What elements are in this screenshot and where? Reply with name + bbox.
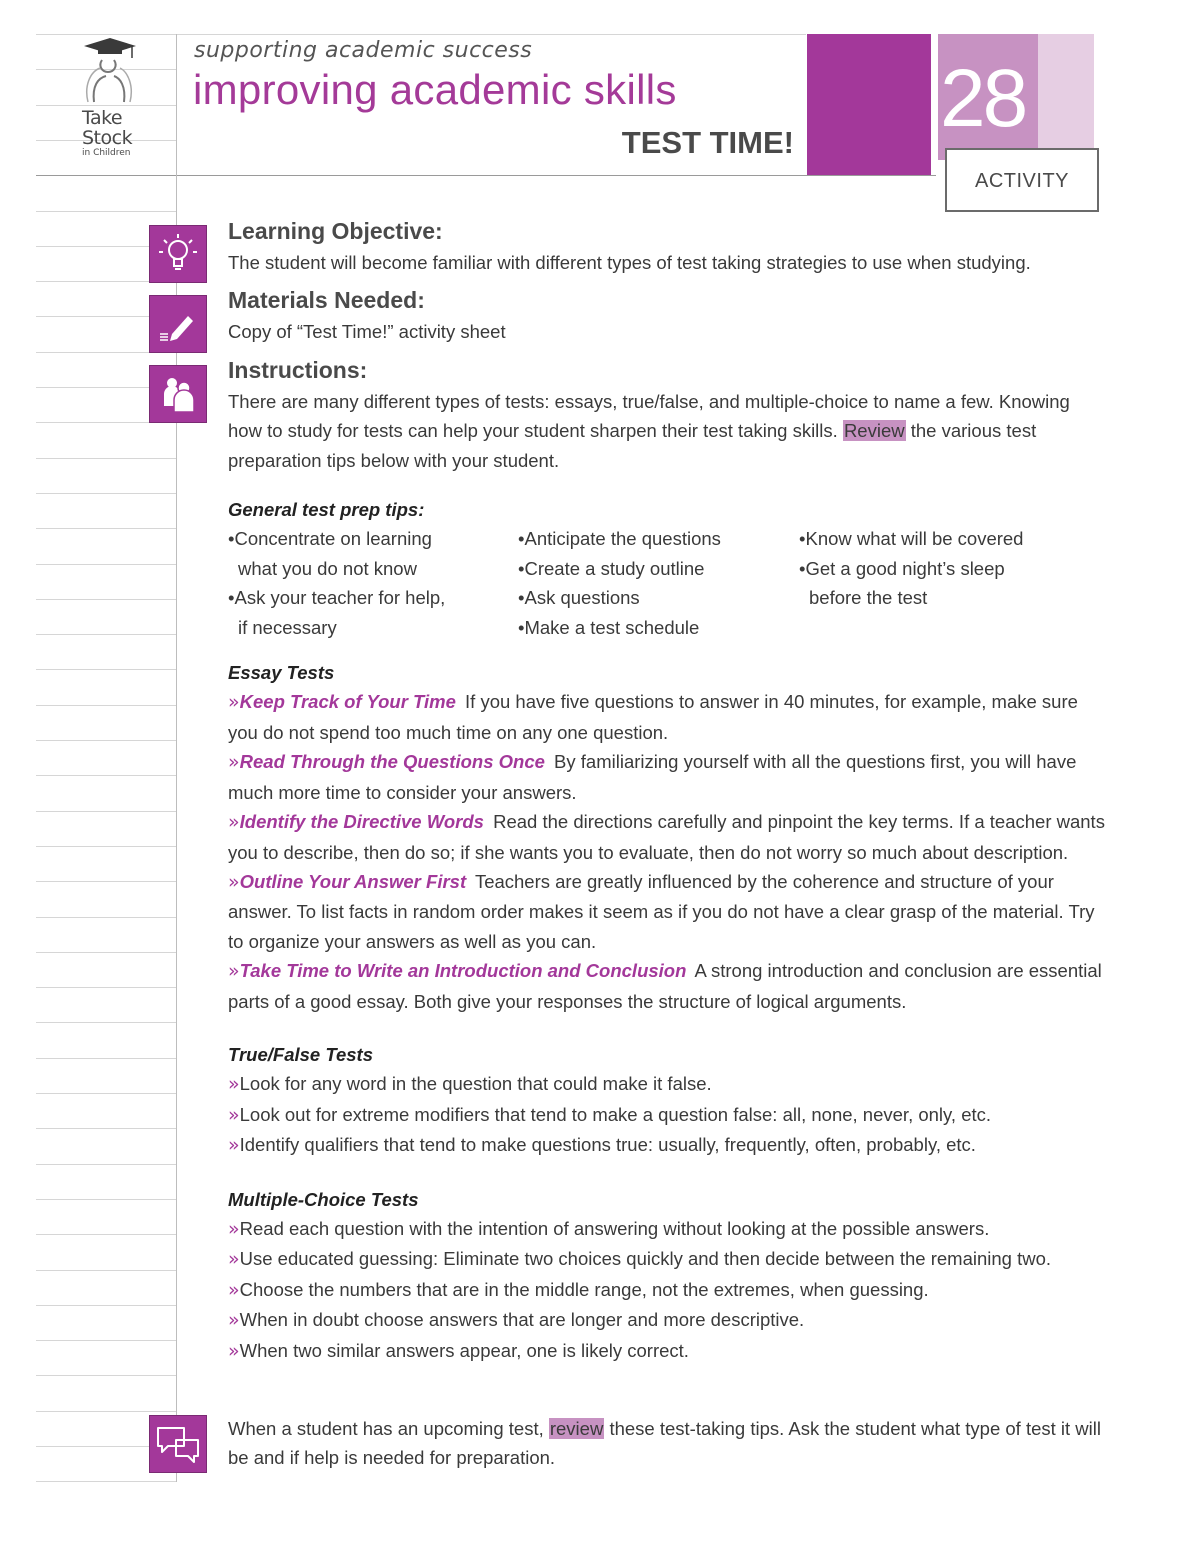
ruled-line [36, 811, 176, 812]
tip-continued: if necessary [238, 616, 337, 638]
content [228, 214, 1108, 1366]
logo [70, 36, 160, 166]
instructions-heading: Instructions: [228, 356, 368, 383]
multiple-choice-item-text: When in doubt choose answers that are longer and more descriptive. [239, 1309, 805, 1331]
chevron-right-icon: » [228, 1248, 236, 1271]
tips-column-3 [799, 524, 1099, 642]
badge-block-light [1038, 34, 1094, 160]
essay-item [228, 867, 1108, 956]
true-false-item [228, 1100, 1108, 1130]
essay-item-text: A strong introduction and conclusion are essential parts of a good essay. Both give your responses the structure of logical arguments. [228, 960, 1102, 1012]
header-rule [36, 175, 936, 176]
ruled-line [36, 1093, 176, 1094]
multiple-choice-item-text: When two similar answers appear, one is likely correct. [239, 1339, 689, 1361]
essay-item [228, 956, 1108, 1016]
tip: •Get a good night’s sleep [799, 557, 1005, 579]
instructions-highlight: Review [843, 420, 905, 442]
essay-item-text: By familiarizing yourself with all the questions first, you will have much more time to consider your answers. [228, 751, 1077, 803]
materials-section [228, 283, 1108, 346]
closing-text-before: When a student has an upcoming test, [228, 1418, 549, 1439]
speech-bubbles-icon [150, 1416, 206, 1472]
general-tips-section [228, 495, 1108, 642]
ruled-line [36, 1058, 176, 1059]
tips-column-2 [518, 524, 799, 642]
ruled-line [36, 669, 176, 670]
essay-section [228, 658, 1108, 1016]
kicker: supporting academic success [194, 38, 533, 63]
closing-highlight: review [549, 1418, 604, 1439]
learning-objective-text: The student will become familiar with different types of test taking strategies to use when studying. [228, 252, 1031, 273]
people-icon [150, 366, 206, 422]
ruled-line [36, 705, 176, 706]
multiple-choice-item [228, 1244, 1108, 1274]
essay-item-title: Outline Your Answer First [239, 870, 467, 892]
ruled-line [36, 740, 176, 741]
page-title: TEST TIME! [621, 125, 794, 160]
multiple-choice-heading: Multiple-Choice Tests [228, 1188, 419, 1210]
graduation-cap-icon [80, 36, 140, 106]
multiple-choice-item-text: Use educated guessing: Eliminate two choices quickly and then decide between the remaining two. [239, 1248, 1052, 1270]
pencil-icon [150, 296, 206, 352]
ruled-line [36, 1164, 176, 1165]
true-false-heading: True/False Tests [228, 1043, 373, 1065]
multiple-choice-item-text: Read each question with the intention of answering without looking at the possible answers. [239, 1217, 990, 1239]
ruled-line [36, 599, 176, 600]
tip: •Make a test schedule [518, 616, 700, 638]
tip: •Create a study outline [518, 557, 705, 579]
multiple-choice-item [228, 1336, 1108, 1366]
multiple-choice-item [228, 1214, 1108, 1244]
tip: •Concentrate on learning [228, 528, 432, 550]
activity-label: ACTIVITY [945, 148, 1099, 212]
essay-item-text: If you have five questions to answer in 40 minutes, for example, make sure you do not spend too much time on any one question. [228, 691, 1078, 743]
true-false-item-text: Identify qualifiers that tend to make questions true: usually, frequently, often, probably, etc. [239, 1134, 976, 1156]
top-rule [36, 34, 806, 35]
instructions-text-before: There are many different types of tests: essays, true/false, and multiple-choice to name a few. Knowing how to study for tests can help your student sharpen their test taking skills. [228, 390, 1070, 442]
tip: •Anticipate the questions [518, 528, 721, 550]
ruled-line [36, 528, 176, 529]
chevron-right-icon: » [228, 811, 236, 834]
essay-item [228, 807, 1108, 867]
ruled-line [36, 881, 176, 882]
ruled-line [36, 1128, 176, 1129]
tip: •Know what will be covered [799, 528, 1024, 550]
materials-heading: Materials Needed: [228, 287, 425, 314]
ruled-line [36, 1305, 176, 1306]
essay-item-title: Identify the Directive Words [239, 811, 484, 833]
materials-text: Copy of “Test Time!” activity sheet [228, 321, 506, 343]
ruled-line [36, 952, 176, 953]
chevron-right-icon: » [228, 751, 236, 774]
multiple-choice-section [228, 1185, 1108, 1366]
essay-item-title: Keep Track of Your Time [239, 691, 456, 713]
ruled-line [36, 1375, 176, 1376]
closing-text [228, 1414, 1108, 1473]
ruled-line [36, 987, 176, 988]
ruled-line [36, 1022, 176, 1023]
ruled-line [36, 564, 176, 565]
closing-text-after: these test-taking tips. Ask the student what type of test it will be and if help is needed for preparation. [228, 1418, 1101, 1469]
true-false-item-text: Look for any word in the question that could make it false. [239, 1073, 712, 1095]
activity-number: 28 [940, 53, 1026, 144]
tip-continued: before the test [809, 587, 928, 609]
badge-block-dark [807, 34, 931, 175]
true-false-item [228, 1130, 1108, 1160]
multiple-choice-item [228, 1305, 1108, 1335]
logo-line-take: Take [82, 107, 123, 129]
essay-item [228, 747, 1108, 807]
multiple-choice-item [228, 1275, 1108, 1305]
ruled-line [36, 634, 176, 635]
essay-heading: Essay Tests [228, 662, 335, 684]
general-tips-heading: General test prep tips: [228, 499, 425, 521]
ruled-line [36, 775, 176, 776]
chevron-right-icon: » [228, 691, 236, 714]
true-false-item [228, 1069, 1108, 1099]
essay-item-text: Teachers are greatly influenced by the coherence and structure of your answer. To list facts in random order makes it seem as if you do not have a clear grasp of the material. Try to organize your answers as well as you can. [228, 870, 1095, 952]
ruled-line [36, 1481, 176, 1482]
instructions-text-after: the various test preparation tips below with your student. [228, 420, 1037, 471]
instructions-section [228, 353, 1108, 475]
ruled-line [36, 458, 176, 459]
tip: •Ask your teacher for help, [228, 587, 446, 609]
learning-objective-section [228, 214, 1108, 277]
chevron-right-icon: » [228, 1103, 236, 1126]
essay-item-title: Read Through the Questions Once [239, 751, 545, 773]
chevron-right-icon: » [228, 1278, 236, 1301]
ruled-line [36, 917, 176, 918]
ruled-line [36, 493, 176, 494]
chevron-right-icon: » [228, 1134, 236, 1157]
ruled-line [36, 1199, 176, 1200]
ruled-line [36, 211, 176, 212]
ruled-line [36, 422, 176, 423]
ruled-line [36, 1270, 176, 1271]
tip: •Ask questions [518, 587, 640, 609]
instructions-text [228, 387, 1108, 475]
essay-item-title: Take Time to Write an Introduction and Conclusion [239, 960, 687, 982]
logo-line-stock: Stock [82, 127, 133, 149]
main-title: improving academic skills [193, 66, 677, 113]
chevron-right-icon: » [228, 870, 236, 893]
learning-objective-heading: Learning Objective: [228, 218, 443, 244]
true-false-section [228, 1040, 1108, 1161]
logo-line-in-children: in Children [82, 148, 131, 158]
essay-item-text: Read the directions carefully and pinpoint the key terms. If a teacher wants you to describe, then do so; if she wants you to evaluate, then do not worry so much about description. [228, 811, 1105, 863]
ruled-line [36, 1411, 176, 1412]
chevron-right-icon: » [228, 1217, 236, 1240]
ruled-line [36, 846, 176, 847]
multiple-choice-item-text: Choose the numbers that are in the middle range, not the extremes, when guessing. [239, 1278, 929, 1300]
chevron-right-icon: » [228, 960, 236, 983]
tips-column-1 [228, 524, 518, 642]
true-false-item-text: Look out for extreme modifiers that tend to make a question false: all, none, never, only, etc. [239, 1103, 992, 1125]
ruled-line [36, 1340, 176, 1341]
essay-item [228, 687, 1108, 747]
chevron-right-icon: » [228, 1339, 236, 1362]
lightbulb-icon [150, 226, 206, 282]
tip-continued: what you do not know [238, 557, 417, 579]
chevron-right-icon: » [228, 1309, 236, 1332]
general-tips-grid [228, 524, 1108, 642]
ruled-line [36, 1234, 176, 1235]
chevron-right-icon: » [228, 1073, 236, 1096]
